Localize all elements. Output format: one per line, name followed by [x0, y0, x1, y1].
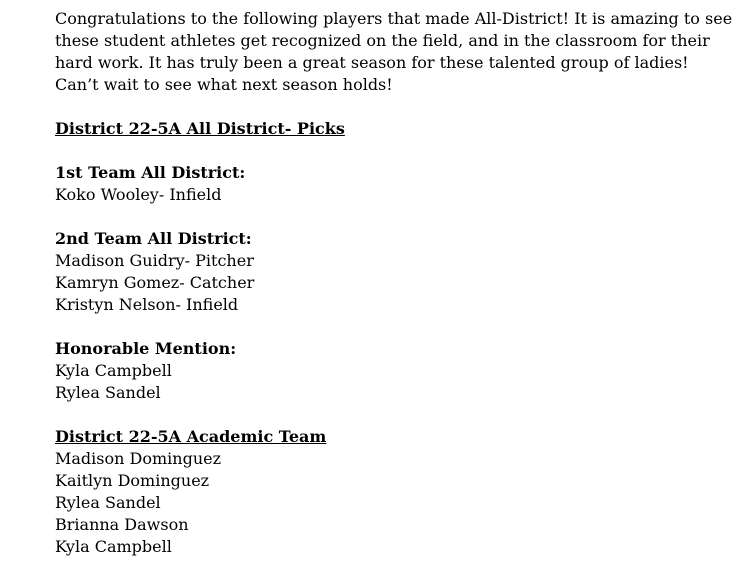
- player-line: Madison Guidry- Pitcher: [55, 251, 254, 270]
- honorable-mention-heading: Honorable Mention:: [55, 339, 237, 358]
- spacer: [55, 404, 735, 426]
- academic-team-title: District 22-5A Academic Team: [55, 427, 327, 446]
- spacer: [55, 140, 735, 162]
- all-district-title: District 22-5A All District- Picks: [55, 119, 345, 138]
- second-team-heading: 2nd Team All District:: [55, 229, 252, 248]
- spacer: [55, 96, 735, 118]
- player-line: Kaitlyn Dominguez: [55, 471, 210, 490]
- player-line: Madison Dominguez: [55, 449, 222, 468]
- player-line: Kyla Campbell: [55, 361, 172, 380]
- player-line: Kristyn Nelson- Infield: [55, 295, 239, 314]
- spacer: [55, 206, 735, 228]
- document-body: [55, 8, 735, 558]
- first-team-heading: 1st Team All District:: [55, 163, 246, 182]
- spacer: [55, 316, 735, 338]
- player-line: Kyla Campbell: [55, 537, 172, 556]
- player-line: Brianna Dawson: [55, 515, 189, 534]
- player-line: Kamryn Gomez- Catcher: [55, 273, 255, 292]
- player-line: Rylea Sandel: [55, 493, 161, 512]
- intro-paragraph: Congratulations to the following players that made All-District! It is amazing to see these student athletes get recognized on the field, and in the classroom for their hard work. It has truly been a great season for these talented group of ladies! Can’t wait to see what next season holds!: [55, 9, 733, 94]
- player-line: Koko Wooley- Infield: [55, 185, 222, 204]
- player-line: Rylea Sandel: [55, 383, 161, 402]
